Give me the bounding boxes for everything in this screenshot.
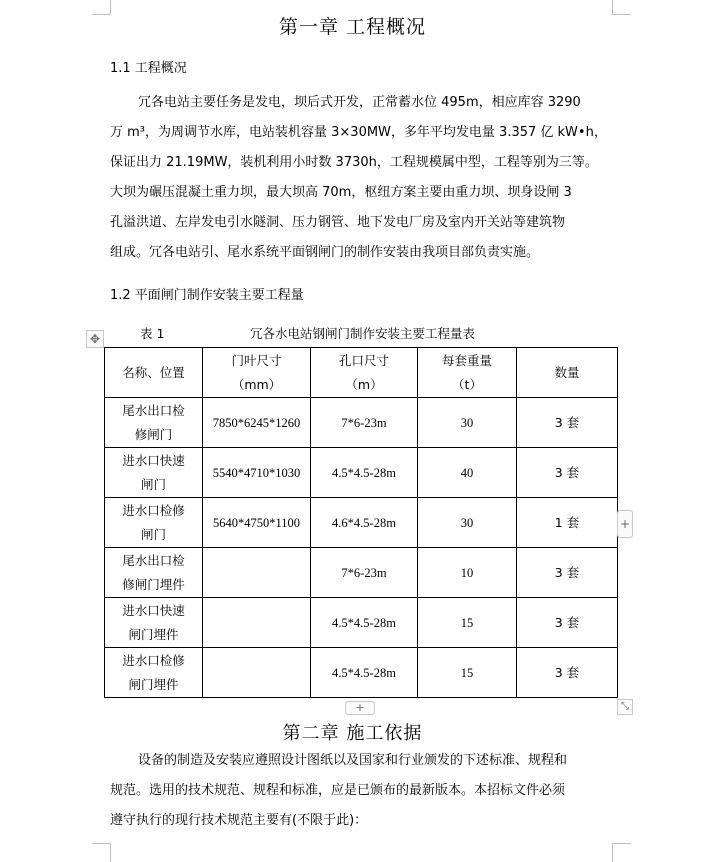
cell-orifice-size[interactable]: 4.5*4.5-28m [311,448,418,498]
cell-weight[interactable]: 40 [418,448,517,498]
cell-quantity[interactable]: 3 套 [517,398,618,448]
crop-mark-bottom-right [612,843,631,862]
table-caption: 冗各水电站钢闸门制作安装主要工程量表 [250,326,476,341]
header-quantity[interactable]: 数量 [517,348,618,398]
cell-quantity[interactable]: 3 套 [517,598,618,648]
add-row-button[interactable]: + [345,701,375,715]
cell-orifice-size[interactable]: 4.5*4.5-28m [311,648,418,698]
header-orifice-size[interactable]: 孔口尺寸 （m） [311,348,418,398]
cell-leaf-size[interactable]: 7850*6245*1260 [203,398,311,448]
table-row [105,448,618,498]
paragraph-line: 孔溢洪道、左岸发电引水隧洞、压力钢管、地下发电厂房及室内开关站等建筑物 [110,215,566,230]
cell-orifice-size[interactable]: 4.5*4.5-28m [311,598,418,648]
cell-leaf-size[interactable] [203,648,311,698]
paragraph-line: 遵守执行的现行技术规范主要有(不限于此)： [110,813,368,828]
header-name[interactable]: 名称、位置 [105,348,203,398]
table-move-icon[interactable]: ✥ [86,330,104,348]
cell-name[interactable]: 进水口快速 闸门埋件 [105,598,203,648]
quantity-table[interactable] [104,347,618,698]
paragraph-line: 设备的制造及安装应遵照设计图纸以及国家和行业颁发的下述标准、规程和 [138,753,568,768]
cell-quantity[interactable]: 3 套 [517,448,618,498]
cell-name[interactable]: 尾水出口检 修闸门 [105,398,203,448]
crop-mark-bottom-left [92,843,111,862]
add-column-button[interactable]: + [617,510,633,538]
cell-leaf-size[interactable]: 5540*4710*1030 [203,448,311,498]
cell-weight[interactable]: 15 [418,648,517,698]
table-row [105,548,618,598]
cell-quantity[interactable]: 3 套 [517,648,618,698]
cell-name[interactable]: 进水口检修 闸门 [105,498,203,548]
table-row [105,398,618,448]
table-number: 表 1 [140,326,165,341]
table-row [105,648,618,698]
cell-name[interactable]: 进水口快速 闸门 [105,448,203,498]
paragraph-line: 万 m³，为周调节水库，电站装机容量 3×30MW，多年平均发电量 3.357 亿 kW•h， [110,125,607,140]
chapter-1-title: 第一章 工程概况 [278,16,427,38]
paragraph-line: 组成。冗各电站引、尾水系统平面钢闸门的制作安装由我项目部负责实施。 [110,245,540,260]
paragraph-line: 保证出力 21.19MW，装机利用小时数 3730h，工程规模属中型，工程等别为三等。 [110,155,598,170]
table-row [105,498,618,548]
cell-quantity[interactable]: 1 套 [517,498,618,548]
cell-leaf-size[interactable]: 5640*4750*1100 [203,498,311,548]
cell-orifice-size[interactable]: 7*6-23m [311,548,418,598]
cell-weight[interactable]: 15 [418,598,517,648]
table-row [105,598,618,648]
paragraph-line: 大坝为碾压混凝土重力坝，最大坝高 70m，枢纽方案主要由重力坝、坝身设闸 3 [110,185,572,200]
cell-quantity[interactable]: 3 套 [517,548,618,598]
header-weight[interactable]: 每套重量 （t） [418,348,517,398]
header-leaf-size[interactable]: 门叶尺寸 （mm） [203,348,311,398]
table-resize-icon[interactable]: ⤡ [617,699,633,715]
chapter-2-paragraph[interactable] [110,746,616,836]
paragraph-line: 规范。选用的技术规范、规程和标准，应是已颁布的最新版本。本招标文件必须 [110,783,566,798]
cell-weight[interactable]: 10 [418,548,517,598]
cell-weight[interactable]: 30 [418,398,517,448]
section-1-1-heading: 1.1 工程概况 [110,61,187,76]
cell-leaf-size[interactable] [203,598,311,648]
paragraph-line: 冗各电站主要任务是发电，坝后式开发，正常蓄水位 495m，相应库容 3290 [138,95,581,110]
cell-leaf-size[interactable] [203,548,311,598]
cell-name[interactable]: 尾水出口检 修闸门埋件 [105,548,203,598]
cell-weight[interactable]: 30 [418,498,517,548]
section-1-1-paragraph[interactable] [110,88,616,268]
cell-orifice-size[interactable]: 4.6*4.5-28m [311,498,418,548]
cell-name[interactable]: 进水口检修 闸门埋件 [105,648,203,698]
chapter-2-title: 第二章 施工依据 [282,723,423,744]
table-header-row [105,348,618,398]
cell-orifice-size[interactable]: 7*6-23m [311,398,418,448]
section-1-2-heading: 1.2 平面闸门制作安装主要工程量 [110,288,304,303]
